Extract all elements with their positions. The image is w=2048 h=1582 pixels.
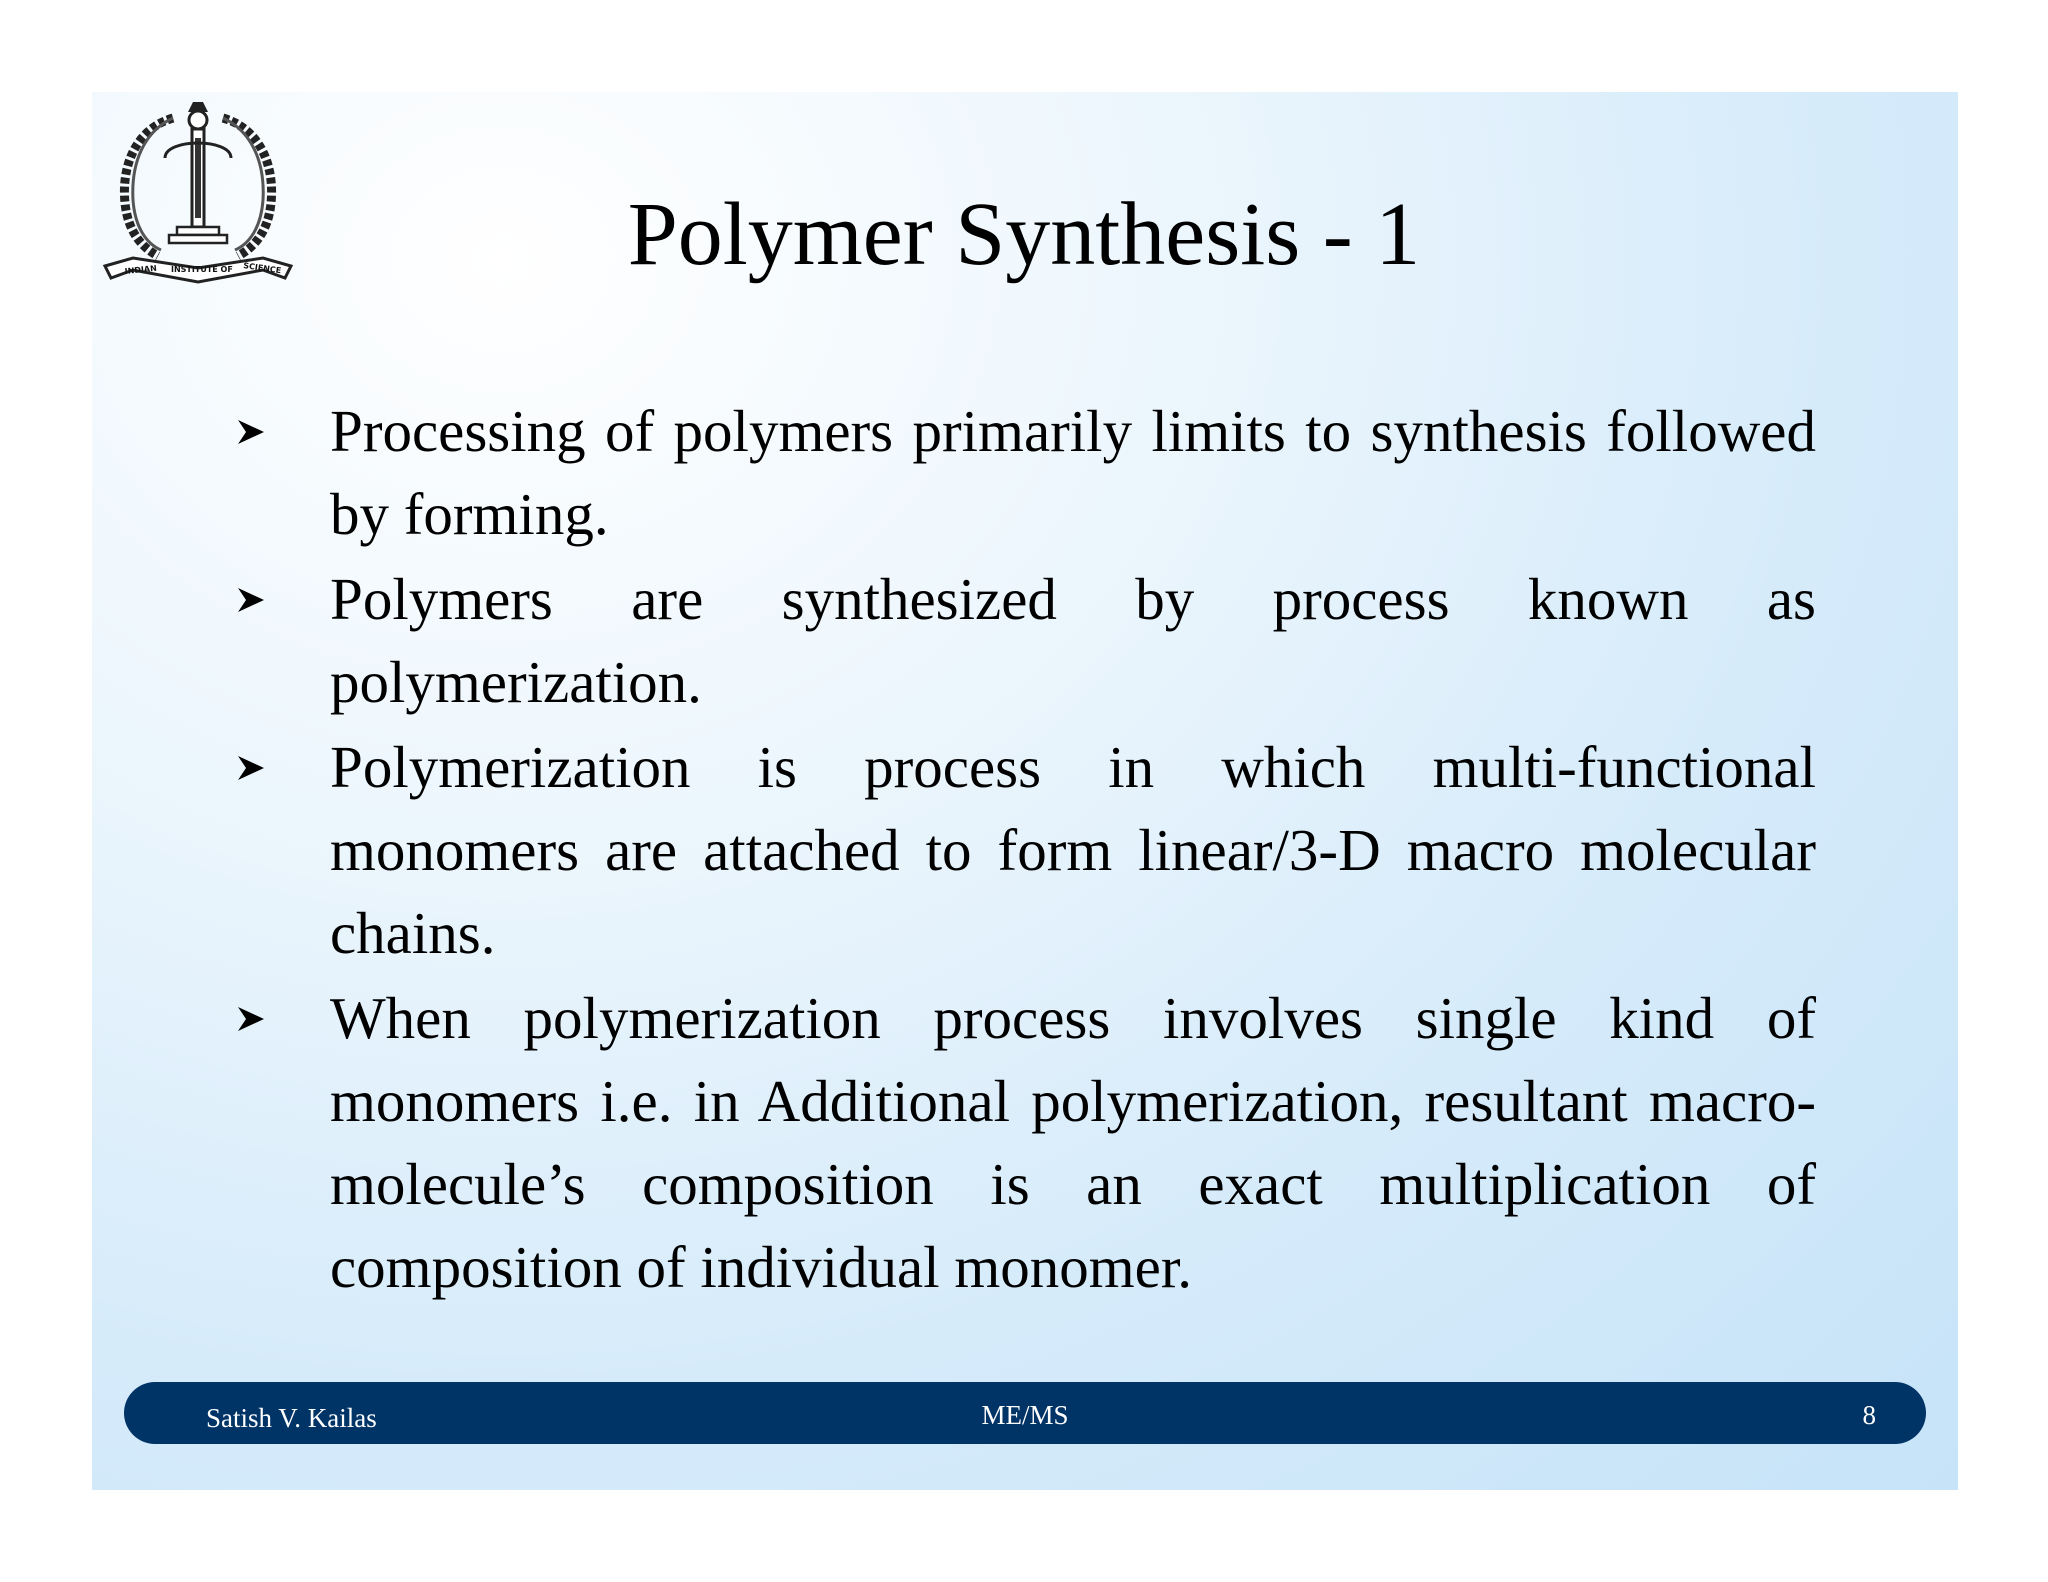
- slide-title: Polymer Synthesis - 1: [627, 185, 1421, 284]
- right-arrowhead-icon: [236, 390, 276, 473]
- bullet-item: [236, 977, 1816, 1309]
- bullet-item: [236, 726, 1816, 975]
- svg-text:INSTITUTE OF: INSTITUTE OF: [171, 265, 233, 274]
- bullet-item: [236, 558, 1816, 724]
- footer-author: Satish V. Kailas: [206, 1403, 377, 1433]
- bullet-text: Polymers are synthesized by process known as polymerization.: [330, 566, 1816, 715]
- bullet-text: When polymerization process involves single kind of monomers i.e. in Additional polymerization, resultant macro-molecule’s composition is an exact multiplication of composition of individual monomer.: [330, 985, 1816, 1300]
- page-number: 8: [1862, 1400, 1876, 1430]
- svg-text:INDIAN: INDIAN: [124, 263, 158, 276]
- bullet-text: Processing of polymers primarily limits to synthesis followed by forming.: [330, 398, 1816, 547]
- footer-bar: [124, 1382, 1926, 1444]
- right-arrowhead-icon: [236, 726, 276, 809]
- bullet-list: [236, 390, 1816, 1311]
- footer-course: ME/MS: [981, 1400, 1069, 1430]
- right-arrowhead-icon: [236, 977, 276, 1060]
- bullet-text: Polymerization is process in which multi-functional monomers are attached to form linear/3-D macro molecular chains.: [330, 734, 1816, 966]
- bullet-item: [236, 390, 1816, 556]
- right-arrowhead-icon: [236, 558, 276, 641]
- svg-text:SCIENCE: SCIENCE: [242, 261, 282, 276]
